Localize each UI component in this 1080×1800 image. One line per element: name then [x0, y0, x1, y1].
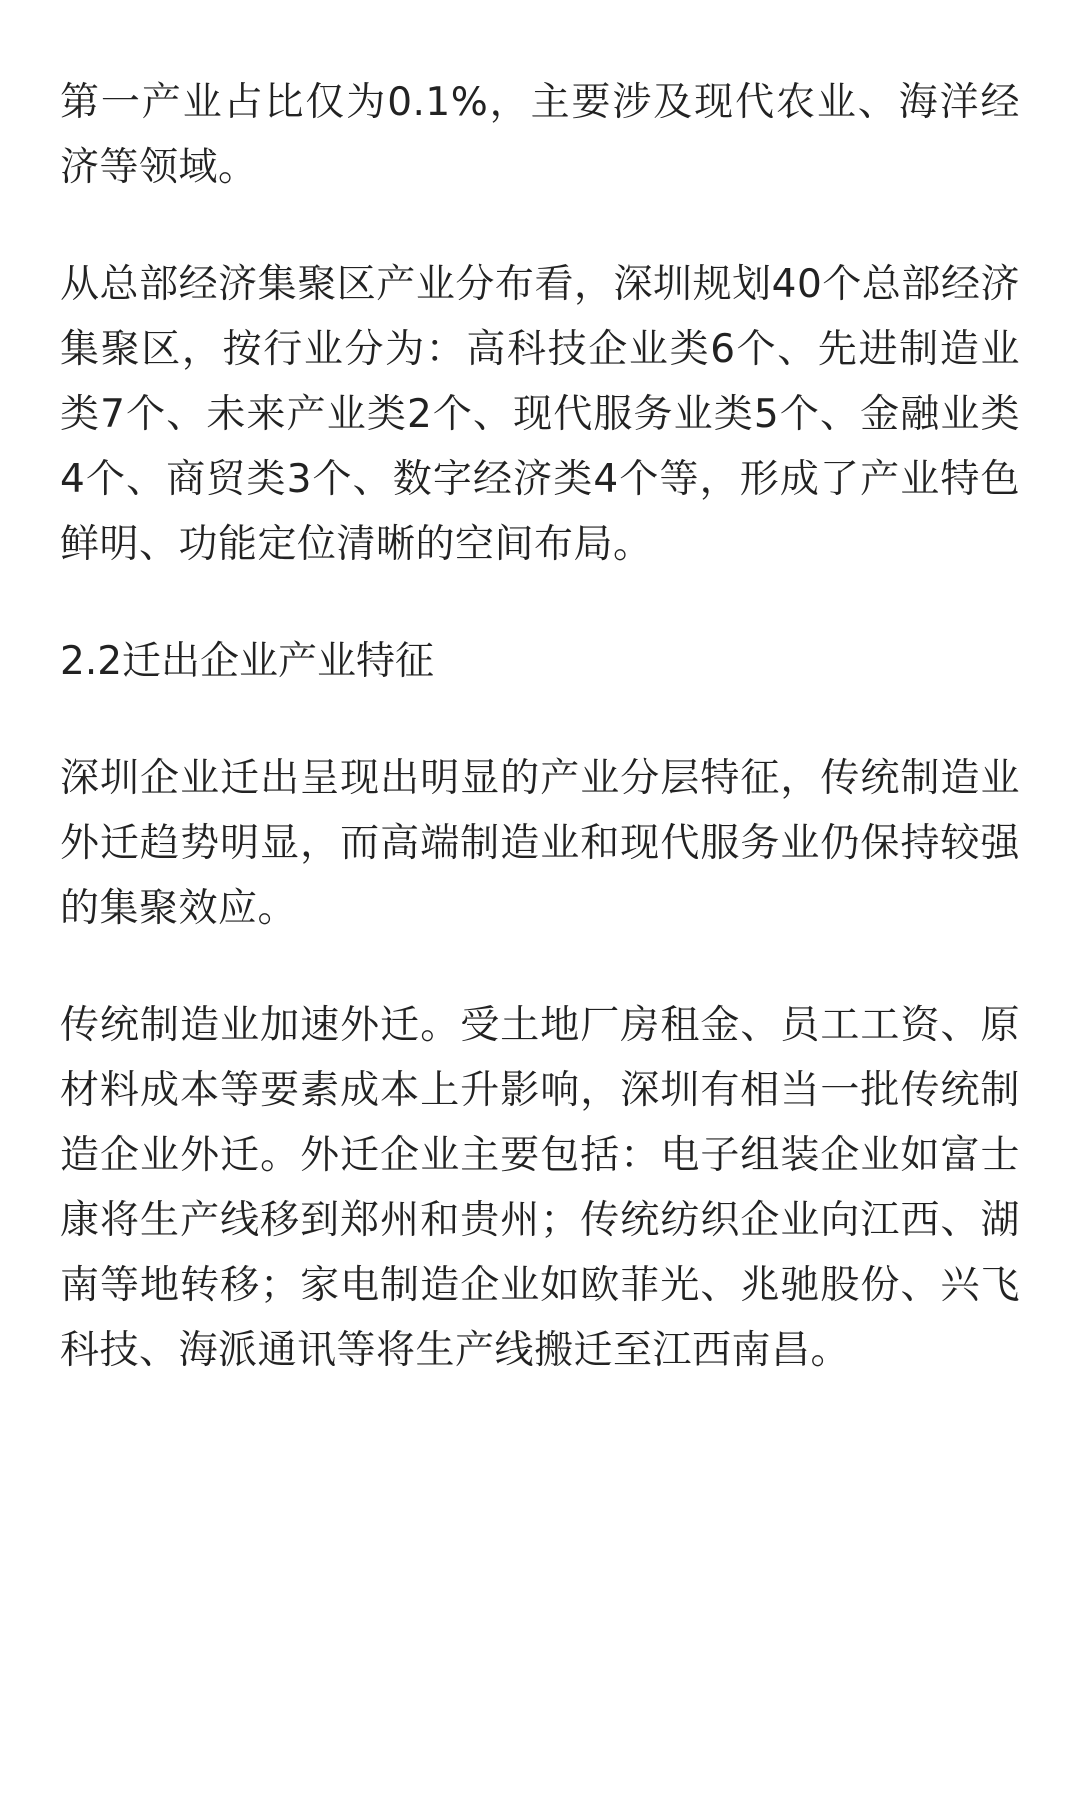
- paragraph-relocation-overview: 深圳企业迁出呈现出明显的产业分层特征，传统制造业外迁趋势明显，而高端制造业和现代服务业仍保持较强的集聚效应。: [60, 756, 1020, 931]
- paragraph-primary-industry: 第一产业占比仅为0.1%，主要涉及现代农业、海洋经济等领域。: [60, 80, 1020, 190]
- paragraph-traditional-manufacturing: 传统制造业加速外迁。受土地厂房租金、员工工资、原材料成本等要素成本上升影响，深圳有相当一批传统制造企业外迁。外迁企业主要包括：电子组装企业如富士康将生产线移到郑州和贵州；传统纺织企业向江西、湖南等地转移；家电制造企业如欧菲光、兆驰股份、兴飞科技、海派通讯等将生产线搬迁至江西南昌。: [60, 1003, 1020, 1373]
- paragraph-hq-clusters: 从总部经济集聚区产业分布看，深圳规划40个总部经济集聚区，按行业分为：高科技企业类6个、先进制造业类7个、未来产业类2个、现代服务业类5个、金融业类4个、商贸类3个、数字经济类4个等，形成了产业特色鲜明、功能定位清晰的空间布局。: [60, 262, 1020, 567]
- section-heading: 2.2迁出企业产业特征: [60, 639, 435, 684]
